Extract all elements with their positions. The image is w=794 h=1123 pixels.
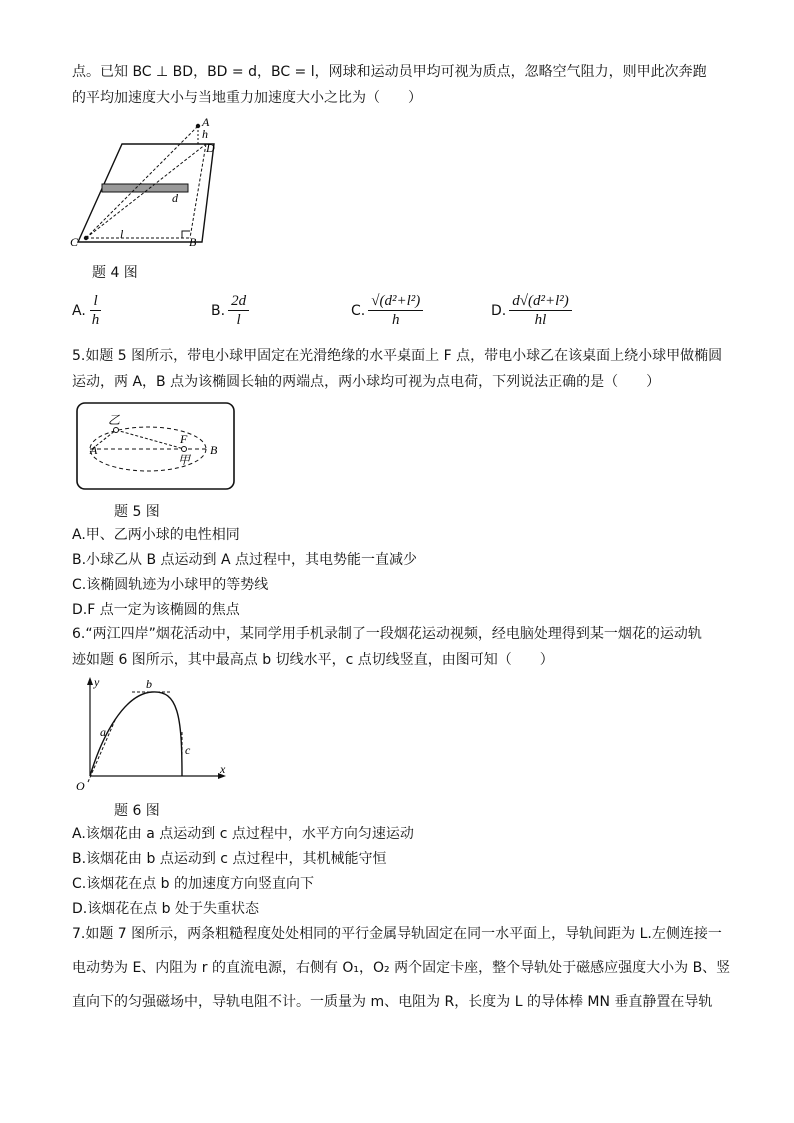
label-O: O: [76, 779, 85, 793]
option-letter: D.: [491, 302, 507, 319]
q5-figure-caption: 题 5 图: [114, 504, 160, 520]
tennis-ball: [196, 124, 200, 128]
label-b: b: [146, 677, 152, 691]
q5-figure: [76, 402, 236, 492]
option-letter: C.: [351, 302, 366, 319]
label-l: l: [120, 227, 124, 241]
q5-text-line-1: 5.如题 5 图所示，带电小球甲固定在光滑绝缘的水平桌面上 F 点，带电小球乙在该桌面上绕小球甲做椭圆: [72, 348, 723, 364]
label-a: a: [100, 725, 106, 739]
q6-option-c[interactable]: C.该烟花在点 b 的加速度方向竖直向下: [72, 876, 315, 892]
label-x: x: [220, 762, 226, 776]
q4-option-d[interactable]: [491, 292, 572, 329]
option-numerator: l: [90, 292, 100, 311]
option-numerator: d√(d²+l²): [509, 292, 572, 311]
label-A: A: [90, 443, 98, 457]
option-denominator: h: [391, 312, 400, 328]
q5-option-b[interactable]: B.小球乙从 B 点运动到 A 点过程中，其电势能一直减少: [72, 552, 418, 568]
q7-text-line-3: 直向下的匀强磁场中，导轨电阻不计。一质量为 m、电阻为 R，长度为 L 的导体棒 MN 垂直静置在导轨: [72, 994, 713, 1010]
q4-option-b[interactable]: [211, 292, 249, 329]
option-numerator: 2d: [228, 292, 249, 311]
q5-text-line-2: 运动，两 A，B 点为该椭圆长轴的两端点，两小球均可视为点电荷，下列说法正确的是（ ）: [72, 374, 661, 390]
q6-option-d[interactable]: D.该烟花在点 b 处于失重状态: [72, 901, 260, 917]
q6-option-a[interactable]: A.该烟花由 a 点运动到 c 点过程中，水平方向匀速运动: [72, 826, 414, 842]
label-B: B: [189, 235, 197, 249]
q4-figure-caption: 题 4 图: [92, 265, 138, 281]
option-denominator: l: [236, 312, 241, 328]
option-letter: B.: [211, 302, 226, 319]
q4-text-line-1: 点。已知 BC ⊥ BD，BD = d，BC = l，网球和运动员甲均可视为质点，忽略空气阻力，则甲此次奔跑: [72, 64, 707, 80]
q4-option-a[interactable]: [72, 292, 102, 329]
option-numerator: √(d²+l²): [368, 292, 423, 311]
option-denominator: hl: [534, 312, 547, 328]
label-yi: 乙: [108, 413, 121, 427]
label-h: h: [202, 127, 208, 141]
q4-option-c[interactable]: [351, 292, 423, 329]
option-denominator: h: [91, 312, 100, 328]
q7-text-line-1: 7.如题 7 图所示，两条粗糙程度处处相同的平行金属导轨固定在同一水平面上，导轨间距为 L.左侧连接一: [72, 926, 722, 942]
runner-point: [84, 236, 88, 240]
q7-text-line-2: 电动势为 E、内阻为 r 的直流电源，右侧有 O₁，O₂ 两个固定卡座，整个导轨处于磁感应强度大小为 B、竖: [72, 960, 731, 976]
q6-text-line-1: 6.“两江四岸”烟花活动中，某同学用手机录制了一段烟花运动视频，经电脑处理得到某一烟花的运动轨: [72, 626, 702, 642]
q5-option-a[interactable]: A.甲、乙两小球的电性相同: [72, 527, 240, 543]
option-letter: A.: [72, 302, 86, 319]
label-y: y: [94, 676, 100, 689]
inclined-plane: [78, 144, 214, 242]
ball-yi: [114, 428, 119, 433]
label-c: c: [185, 743, 191, 757]
label-jia: 甲: [178, 453, 191, 467]
label-F: F: [180, 432, 188, 446]
q6-figure: [74, 676, 234, 794]
q4-text-line-2: 的平均加速度大小与当地重力加速度大小之比为（ ）: [72, 90, 422, 106]
label-d: d: [172, 191, 178, 205]
label-C: C: [70, 235, 79, 249]
q6-text-line-2: 迹如题 6 图所示，其中最高点 b 切线水平，c 点切线竖直，由图可知（ ）: [72, 652, 554, 668]
q5-option-d[interactable]: D.F 点一定为该椭圆的焦点: [72, 602, 240, 618]
ball-jia: [182, 447, 187, 452]
q6-figure-caption: 题 6 图: [114, 803, 160, 819]
label-A: A: [202, 118, 210, 129]
label-B: B: [210, 443, 218, 457]
q6-option-b[interactable]: B.该烟花由 b 点运动到 c 点过程中，其机械能守恒: [72, 851, 387, 867]
q5-option-c[interactable]: C.该椭圆轨迹为小球甲的等势线: [72, 577, 269, 593]
q4-figure: [66, 118, 226, 252]
label-D: D: [206, 141, 215, 155]
